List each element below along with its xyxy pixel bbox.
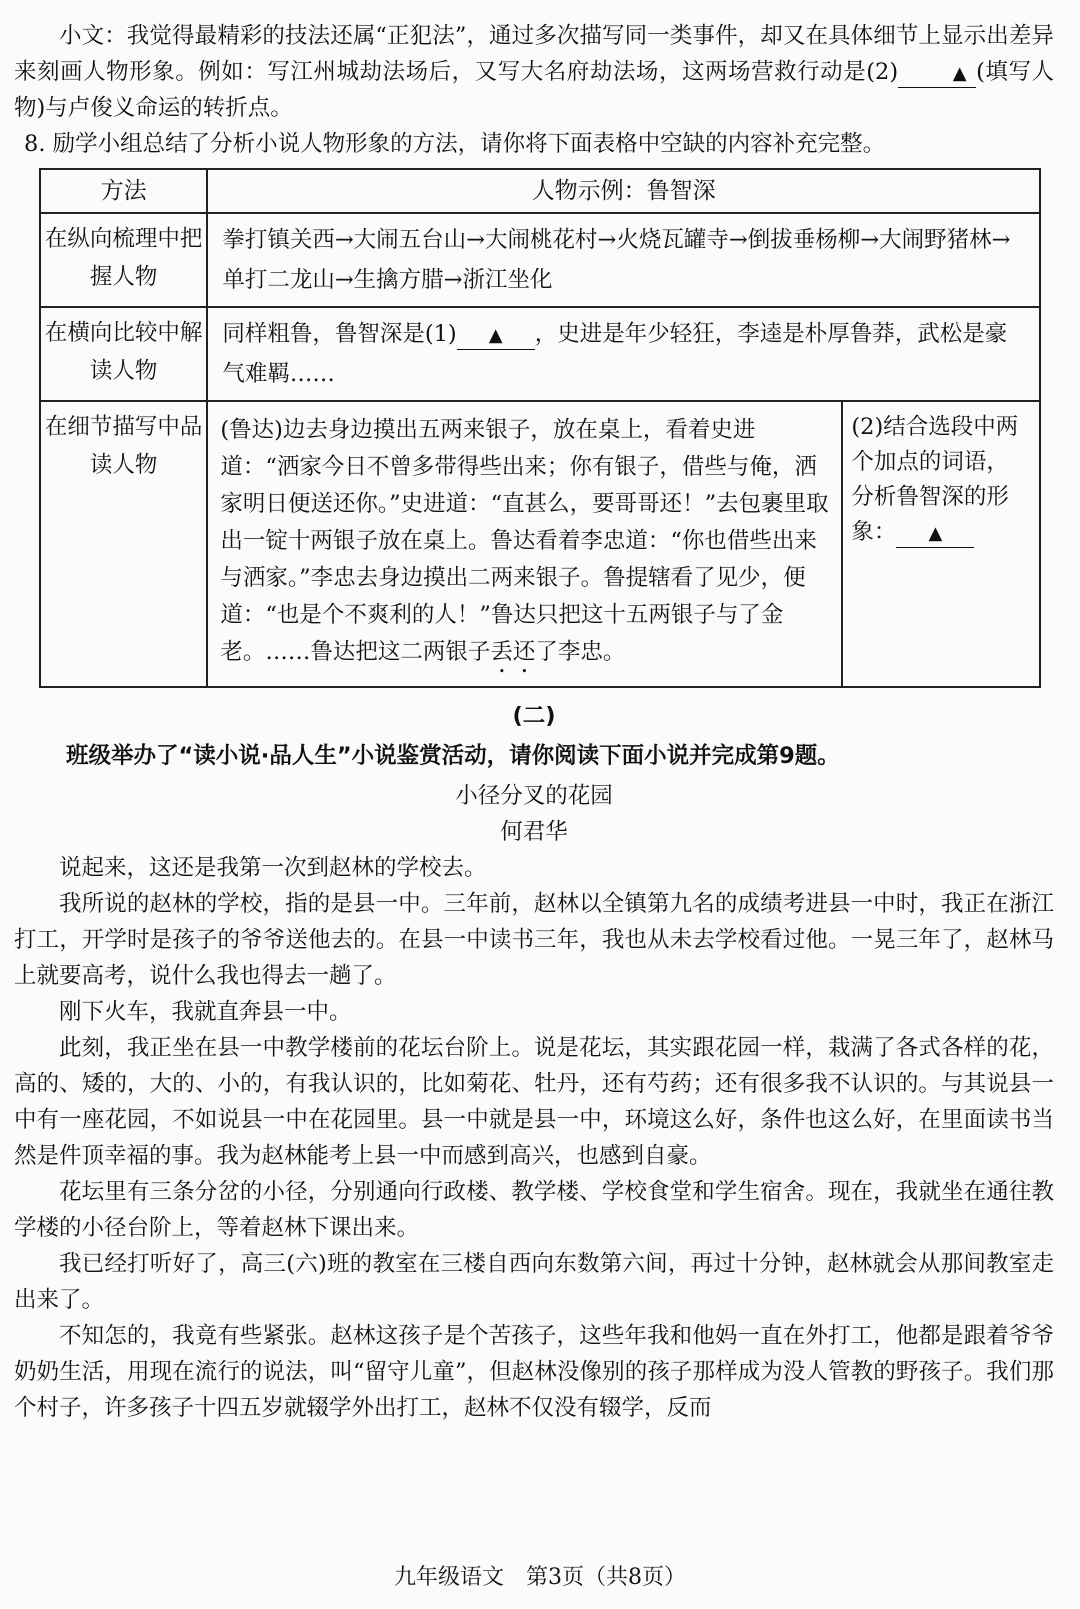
header-method: 方法 bbox=[40, 169, 207, 213]
answer-blank[interactable] bbox=[896, 519, 974, 548]
blank-triangle-icon: ▲ bbox=[952, 63, 967, 84]
table-header-row bbox=[40, 169, 1040, 213]
excerpt-text: (鲁达)边去身边摸出五两来银子，放在桌上，看着史进道：“洒家今日不曾多带得些出来；你有银子，借些与俺，洒家明日便送还你。”史进道：“直甚么，要哥哥还！”去包裹里取出一锭十两银子放在桌上。鲁达看着李忠道：“你也借些出来与洒家。”李忠去身边摸出二两来银子。鲁提辖看了见少，便道：“也是个不爽利的人！”鲁达只把这十五两银子与了金老。……鲁达把这二两银子 bbox=[220, 417, 829, 665]
row2-pre: 同样粗鲁，鲁智深是(1) bbox=[222, 321, 457, 347]
top-text: 小文：我觉得最精彩的技法还属“正犯法”，通过多次描写同一类事件，却又在具体细节上显示出差异来刻画人物形象。例如：写江州城劫法场后，又写大名府劫法场，这两场营救行动是(2) bbox=[14, 23, 1054, 85]
row2-method: 在横向比较中解读人物 bbox=[40, 307, 207, 401]
blank-triangle-icon: ▲ bbox=[488, 325, 503, 346]
row3-question-text: (2)结合选段中两个加点的词语，分析鲁智深的形象： bbox=[851, 414, 1019, 545]
story-paragraph: 此刻，我正坐在县一中教学楼前的花坛台阶上。说是花坛，其实跟花园一样，栽满了各式各样的花，高的、矮的，大的、小的，有我认识的，比如菊花、牡丹，还有芍药；还有很多我不认识的。与其说县一中有一座花园，不如说县一中在花园里。县一中就是县一中，环境这么好，条件也这么好，在里面读书当然是件顶幸福的事。我为赵林能考上县一中而感到高兴，也感到自豪。 bbox=[14, 1035, 1054, 1169]
table-row bbox=[40, 213, 1040, 307]
row3-excerpt bbox=[207, 401, 842, 687]
story-paragraph: 花坛里有三条分岔的小径，分别通向行政楼、教学楼、学校食堂和学生宿舍。现在，我就坐在通往教学楼的小径台阶上，等着赵林下课出来。 bbox=[14, 1179, 1054, 1241]
page-footer: 九年级语文 第3页（共8页） bbox=[394, 1565, 686, 1590]
activity-intro: 班级举办了“读小说·品人生”小说鉴赏活动，请你阅读下面小说并完成第9题。 bbox=[66, 743, 840, 769]
excerpt-text-end: 了李忠。 bbox=[535, 639, 626, 665]
emphasized-word: 丢还 bbox=[490, 639, 536, 665]
top-paragraph bbox=[14, 18, 1054, 126]
question-8: 8. 励学小组总结了分析小说人物形象的方法，请你将下面表格中空缺的内容补充完整。 bbox=[24, 131, 886, 157]
story-paragraph: 不知怎的，我竟有些紧张。赵林这孩子是个苦孩子，这些年我和他妈一直在外打工，他都是跟着爷爷奶奶生活，用现在流行的说法，叫“留守儿童”，但赵林没像别的孩子那样成为没人管教的野孩子。我们那个村子，许多孩子十四五岁就辍学外出打工，赵林不仅没有辍学，反而 bbox=[14, 1323, 1054, 1421]
table-row bbox=[40, 307, 1040, 401]
header-example: 人物示例：鲁智深 bbox=[207, 169, 1040, 213]
row3-question bbox=[842, 401, 1040, 687]
story-paragraph: 我所说的赵林的学校，指的是县一中。三年前，赵林以全镇第九名的成绩考进县一中时，我正在浙江打工，开学时是孩子的爷爷送他去的。在县一中读书三年，我也从未去学校看过他。一晃三年了，赵林马上就要高考，说什么我也得去一趟了。 bbox=[14, 891, 1054, 989]
method-table bbox=[39, 168, 1041, 688]
answer-blank[interactable] bbox=[457, 321, 535, 350]
row2-content bbox=[207, 307, 1040, 401]
table-row bbox=[40, 401, 1040, 687]
section-marker: (二) bbox=[512, 703, 556, 729]
row1-content: 拳打镇关西→大闹五台山→大闹桃花村→火烧瓦罐寺→倒拔垂杨柳→大闹野猪林→单打二龙山→生擒方腊→浙江坐化 bbox=[207, 213, 1040, 307]
row3-method: 在细节描写中品读人物 bbox=[40, 401, 207, 687]
answer-blank[interactable] bbox=[898, 59, 976, 88]
story-paragraph: 说起来，这还是我第一次到赵林的学校去。 bbox=[59, 855, 487, 881]
story-title: 小径分叉的花园 bbox=[455, 783, 613, 809]
row2-post: ，史进是年少轻狂，李逵是朴厚鲁莽，武松是豪气难羁…… bbox=[222, 321, 1008, 387]
story-author: 何君华 bbox=[500, 819, 568, 845]
blank-triangle-icon: ▲ bbox=[928, 523, 943, 544]
story-paragraph: 刚下火车，我就直奔县一中。 bbox=[59, 999, 352, 1025]
row1-method: 在纵向梳理中把握人物 bbox=[40, 213, 207, 307]
top-text-end: (填写人物)与卢俊义命运的转折点。 bbox=[14, 59, 1055, 121]
story-paragraph: 我已经打听好了，高三(六)班的教室在三楼自西向东数第六间，再过十分钟，赵林就会从那间教室走出来了。 bbox=[14, 1251, 1054, 1313]
